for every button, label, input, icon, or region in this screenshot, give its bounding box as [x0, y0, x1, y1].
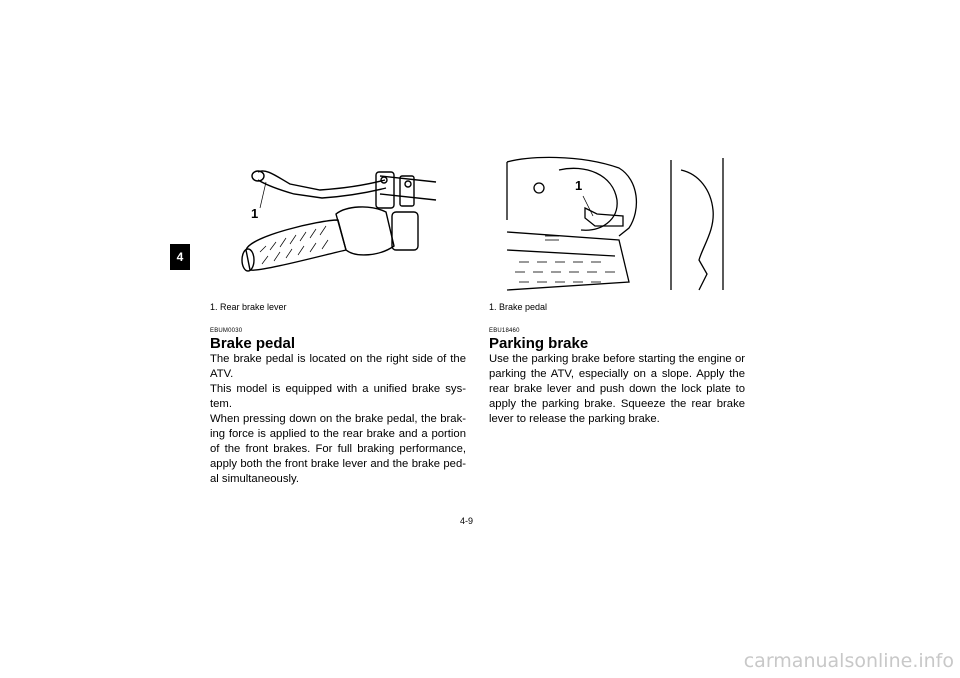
rear-brake-lever-illustration — [210, 150, 466, 300]
body-paragraph: This model is equipped with a unified brake sys-tem. — [210, 383, 466, 410]
right-column — [489, 150, 745, 427]
body-paragraph: Use the parking brake before starting the engine or parking the ATV, especially on a slope. Apply the rear brake lever and push down the lock plate to apply the parking brake. Squeeze the rear brake lever to release the parking brake. — [489, 353, 745, 425]
section-body — [489, 352, 745, 427]
watermark-text: carmanualsonline.info — [743, 650, 954, 672]
body-paragraph: The brake pedal is located on the right side of the ATV. — [210, 353, 466, 380]
chapter-tab — [170, 244, 190, 270]
section-body — [210, 352, 466, 487]
section-heading: Brake pedal — [210, 335, 296, 352]
section-code: EBU18460 — [489, 328, 520, 334]
page-number: 4-9 — [460, 516, 474, 526]
left-column — [210, 150, 466, 487]
section-code: EBUM0030 — [210, 328, 243, 334]
figure-caption: 1. Rear brake lever — [210, 302, 287, 312]
callout-number: 1 — [575, 178, 583, 193]
section-heading: Parking brake — [489, 335, 589, 352]
brake-pedal-drawing — [489, 150, 745, 300]
handlebar-lever-drawing — [210, 150, 466, 300]
body-paragraph: When pressing down on the brake pedal, the brak-ing force is applied to the rear brake and a portion of the front brakes. For full braking performance, apply both the front brake lever and the brake ped-al simultaneously. — [210, 413, 466, 485]
chapter-tab-number: 4 — [176, 250, 184, 264]
figure-caption: 1. Brake pedal — [489, 302, 548, 312]
callout-number: 1 — [251, 206, 259, 221]
brake-pedal-illustration — [489, 150, 745, 300]
